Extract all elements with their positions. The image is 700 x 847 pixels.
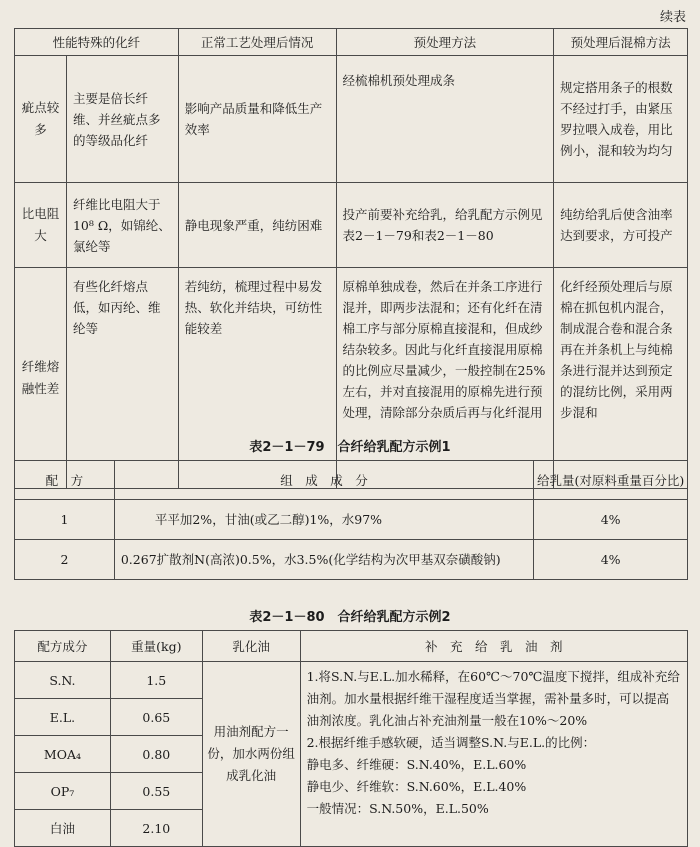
table-row — [15, 662, 688, 699]
mixing-cell: 纯纺给乳后使含油率达到要求，方可投产 — [554, 183, 688, 268]
header-weight: 重量(kg) — [110, 631, 202, 662]
component-weight: 0.55 — [110, 773, 202, 810]
recipe-no: 1 — [15, 500, 115, 540]
table-row — [15, 540, 688, 580]
normal-cell: 影响产品质量和降低生产效率 — [178, 56, 336, 183]
component-weight: 0.80 — [110, 736, 202, 773]
header-dosage: 给乳量(对原料重量百分比) — [534, 461, 688, 500]
pretreat-cell: 投产前要补充给乳，给乳配方示例见表2－1－79和表2－1－80 — [336, 183, 554, 268]
header-special-fiber: 性能特殊的化纤 — [15, 29, 179, 56]
table-79-caption: 表2－1－79 合纤给乳配方示例1 — [249, 440, 451, 455]
pretreat-cell: 经梳棉机预处理成条 — [336, 56, 554, 183]
table-80-caption: 表2－1－80 合纤给乳配方示例2 — [249, 610, 451, 625]
pretreat-cell: 原棉单独成卷，然后在并条工序进行混并，即两步法混和；还有化纤在清棉工序与部分原棉直接混和，但成纱结杂较多。因此与化纤直接混用原棉的比例应尽量减少，一般控制在25%左右，并对直接混用的原棉先进行预处理，清除部分杂质后再与化纤混用 — [336, 268, 554, 489]
supplement-line: 1.将S.N.与E.L.加水稀释，在60℃～70℃温度下搅拌，组成补充给油剂。加水量根据纤维干湿程度适当掌握，需补量多时，可以提高油剂浓度。乳化油占补充油剂量一般在10%～20% — [306, 669, 680, 728]
emulsion-recipe-table-1 — [14, 460, 688, 580]
recipe-dosage: 4% — [534, 540, 688, 580]
normal-cell: 静电现象严重，纯纺困难 — [178, 183, 336, 268]
component-name: 白油 — [15, 810, 111, 847]
supplement-line: 一般情况：S.N.50%，E.L.50% — [306, 801, 489, 816]
supplement-line: 静电少、纤维软：S.N.60%，E.L.40% — [306, 779, 527, 794]
supplement-line: 静电多、纤维硬：S.N.40%，E.L.60% — [306, 757, 527, 772]
emulsion-cell: 用油剂配方一份，加水两份组成乳化油 — [202, 662, 300, 847]
supplement-cell — [300, 662, 687, 847]
mixing-cell: 规定搭用条子的根数不经过打手，由紧压罗拉喂入成卷，用比例小，混和较为均匀 — [554, 56, 688, 183]
component-name: MOA₄ — [15, 736, 111, 773]
fiber-treatment-table — [14, 28, 688, 489]
table-row — [15, 500, 688, 540]
header-recipe: 配 方 — [15, 461, 115, 500]
header-emulsion: 乳化油 — [202, 631, 300, 662]
table-header-row — [15, 461, 688, 500]
header-normal-process: 正常工艺处理后情况 — [178, 29, 336, 56]
component-name: OP₇ — [15, 773, 111, 810]
mixing-cell: 化纤经预处理后与原棉在抓包机内混合，制成混合卷和混合条再在并条机上与纯棉条进行混并达到预定的混纺比例，采用两步混和 — [554, 268, 688, 489]
emulsion-recipe-table-2 — [14, 630, 688, 847]
component-weight: 1.5 — [110, 662, 202, 699]
table-row — [15, 183, 688, 268]
component-weight: 2.10 — [110, 810, 202, 847]
component-name: E.L. — [15, 699, 111, 736]
header-supplement: 补 充 给 乳 油 剂 — [300, 631, 687, 662]
component-name: S.N. — [15, 662, 111, 699]
component-weight: 0.65 — [110, 699, 202, 736]
fiber-cell: 纤维比电阻大于10⁸ Ω，如锦纶、氯纶等 — [66, 183, 178, 268]
fiber-cell: 主要是倍长纤维、并丝疵点多的等级品化纤 — [66, 56, 178, 183]
supplement-line: 2.根据纤维手感软硬，适当调整S.N.与E.L.的比例： — [306, 735, 596, 750]
table-row — [15, 268, 688, 489]
header-pretreatment: 预处理方法 — [336, 29, 554, 56]
recipe-composition: 0.267扩散剂N(高浓)0.5%，水3.5%(化学结构为次甲基双奈磺酸钠) — [114, 540, 533, 580]
recipe-dosage: 4% — [534, 500, 688, 540]
category-cell: 比电阻大 — [15, 183, 67, 268]
table-header-row — [15, 29, 688, 56]
table-header-row — [15, 631, 688, 662]
category-cell: 纤维熔融性差 — [15, 268, 67, 489]
recipe-no: 2 — [15, 540, 115, 580]
continued-label: 续表 — [659, 10, 686, 25]
fiber-cell: 有些化纤熔点低，如丙纶、维纶等 — [66, 268, 178, 489]
header-mixing: 预处理后混棉方法 — [554, 29, 688, 56]
header-component: 配方成分 — [15, 631, 111, 662]
recipe-composition: 平平加2%，甘油(或乙二醇)1%，水97% — [114, 500, 533, 540]
category-cell: 疵点较多 — [15, 56, 67, 183]
normal-cell: 若纯纺，梳理过程中易发热、软化并结块，可纺性能较差 — [178, 268, 336, 489]
table-row — [15, 56, 688, 183]
header-components: 组 成 成 分 — [114, 461, 533, 500]
